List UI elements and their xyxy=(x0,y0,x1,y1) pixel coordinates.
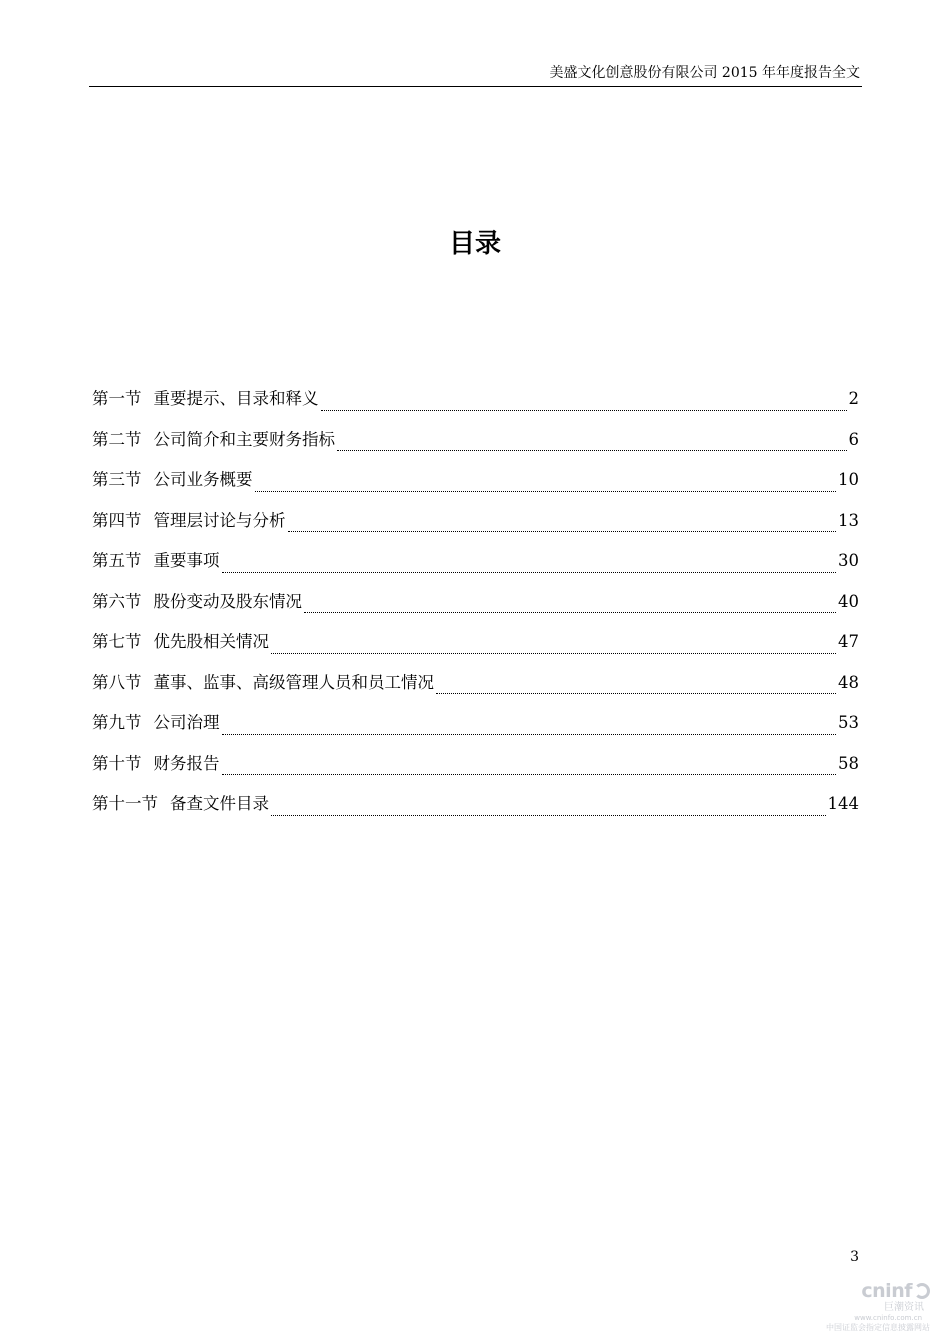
toc-entry[interactable] xyxy=(92,508,859,549)
dot-leader xyxy=(255,491,837,492)
toc-section-number: 第九节 xyxy=(92,713,142,732)
toc-page-number: 6 xyxy=(848,429,859,449)
toc-section-title: 董事、监事、高级管理人员和员工情况 xyxy=(153,672,434,692)
toc-section-title: 重要事项 xyxy=(153,551,220,570)
toc-entry[interactable] xyxy=(92,589,859,630)
dot-leader xyxy=(222,734,837,735)
toc-page-number: 30 xyxy=(838,551,859,570)
toc-page-number: 47 xyxy=(838,632,859,651)
toc-page-number: 144 xyxy=(827,794,859,813)
dot-leader xyxy=(337,450,847,451)
toc-section-title: 重要提示、目录和释义 xyxy=(153,389,319,408)
toc-section-title: 优先股相关情况 xyxy=(153,632,269,651)
toc-entry[interactable] xyxy=(92,710,859,751)
cninfo-watermark xyxy=(810,1280,930,1340)
toc-page-number: 13 xyxy=(838,510,859,530)
header-rule xyxy=(89,86,862,87)
dot-leader xyxy=(321,410,847,411)
toc-section-number: 第十一节 xyxy=(92,794,158,813)
toc-entry[interactable] xyxy=(92,629,859,670)
dot-leader xyxy=(222,774,837,775)
footer-page-number: 3 xyxy=(850,1249,859,1265)
toc-section-number: 第八节 xyxy=(92,672,142,692)
dot-leader xyxy=(288,531,837,532)
swirl-icon xyxy=(914,1283,930,1299)
toc-page-number: 10 xyxy=(838,470,859,489)
cninfo-url: www.cninfo.com.cn xyxy=(854,1314,922,1322)
toc-entry[interactable] xyxy=(92,670,859,711)
dot-leader xyxy=(271,815,826,816)
toc-section-number: 第二节 xyxy=(92,429,142,449)
toc-entry[interactable] xyxy=(92,427,859,468)
cninfo-logo xyxy=(810,1280,930,1302)
toc-section-title: 管理层讨论与分析 xyxy=(153,510,286,530)
toc-section-title: 公司治理 xyxy=(153,713,220,732)
dot-leader xyxy=(222,572,837,573)
toc-section-title: 公司简介和主要财务指标 xyxy=(153,429,335,449)
running-header: 美盛文化创意股份有限公司 2015 年年度报告全文 xyxy=(549,65,860,81)
dot-leader xyxy=(271,653,836,654)
toc-section-number: 第一节 xyxy=(92,389,142,408)
toc-page-number: 40 xyxy=(838,591,859,611)
toc-entry[interactable] xyxy=(92,751,859,792)
dot-leader xyxy=(436,693,836,694)
toc-section-number: 第五节 xyxy=(92,551,142,570)
dot-leader xyxy=(304,612,836,613)
cninfo-org: 中国证监会指定信息披露网站 xyxy=(826,1323,930,1332)
toc-section-number: 第四节 xyxy=(92,510,142,530)
toc-section-title: 股份变动及股东情况 xyxy=(153,591,302,611)
toc-section-title: 备查文件目录 xyxy=(170,794,269,813)
toc-entry[interactable] xyxy=(92,791,859,832)
toc-page-number: 58 xyxy=(838,753,859,773)
table-of-contents xyxy=(92,386,859,832)
toc-section-number: 第十节 xyxy=(92,753,142,773)
toc-page-number: 2 xyxy=(848,389,859,408)
toc-page-number: 53 xyxy=(838,713,859,732)
cninfo-logo-text: cninf xyxy=(861,1280,912,1302)
page-title: 目录 xyxy=(448,229,501,259)
cninfo-name: 巨潮资讯 xyxy=(884,1302,924,1313)
toc-entry[interactable] xyxy=(92,548,859,589)
toc-entry[interactable] xyxy=(92,467,859,508)
toc-entry[interactable] xyxy=(92,386,859,427)
toc-page-number: 48 xyxy=(838,672,859,692)
toc-section-title: 公司业务概要 xyxy=(153,470,253,489)
toc-section-number: 第七节 xyxy=(92,632,142,651)
toc-section-title: 财务报告 xyxy=(153,753,220,773)
toc-section-number: 第三节 xyxy=(92,470,142,489)
toc-section-number: 第六节 xyxy=(92,591,142,611)
